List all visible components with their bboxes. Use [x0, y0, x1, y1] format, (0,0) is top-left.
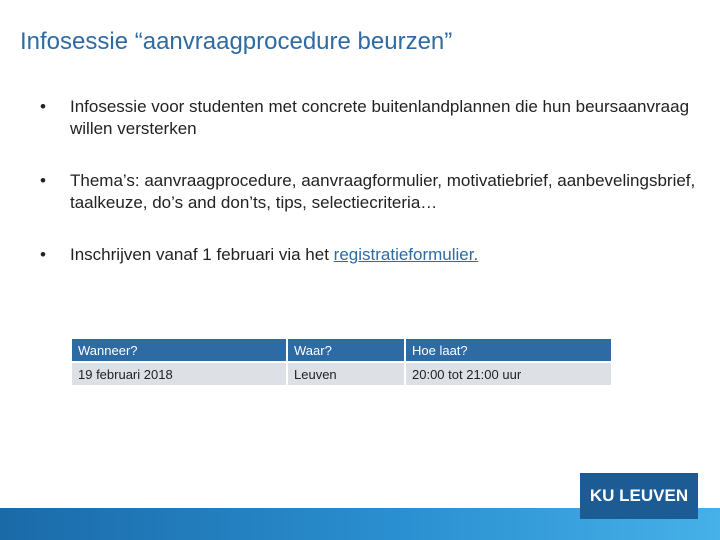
header-where: Waar? — [288, 339, 404, 361]
cell-date: 19 februari 2018 — [72, 363, 286, 385]
slide-title: Infosessie “aanvraagprocedure beurzen” — [20, 28, 453, 55]
header-when: Wanneer? — [72, 339, 286, 361]
bullet-item — [40, 96, 700, 140]
header-time: Hoe laat? — [406, 339, 611, 361]
bullet-marker: • — [40, 171, 46, 190]
bullet-marker: • — [40, 97, 46, 116]
bullet-list — [40, 96, 700, 296]
bullet-text: Infosessie voor studenten met concrete buitenlandplannen die hun beursaanvraag willen versterken — [70, 97, 690, 138]
cell-location: Leuven — [288, 363, 404, 385]
schedule-table — [70, 337, 613, 387]
logo-text: KU LEUVEN — [589, 486, 689, 505]
bullet-item — [40, 244, 700, 266]
cell-time: 20:00 tot 21:00 uur — [406, 363, 611, 385]
bullet-text: Inschrijven vanaf 1 februari via het — [70, 245, 334, 264]
table-header-row — [72, 339, 611, 361]
ku-leuven-logo — [580, 473, 698, 519]
registration-form-link[interactable]: registratieformulier. — [333, 245, 479, 264]
table-row — [72, 363, 611, 385]
bullet-item — [40, 170, 700, 214]
bullet-text: Thema’s: aanvraagprocedure, aanvraagformulier, motivatiebrief, aanbevelingsbrief, taalkeuze, do’s and don’ts, tips, selectiecriteria… — [70, 171, 696, 212]
bullet-marker: • — [40, 245, 46, 264]
